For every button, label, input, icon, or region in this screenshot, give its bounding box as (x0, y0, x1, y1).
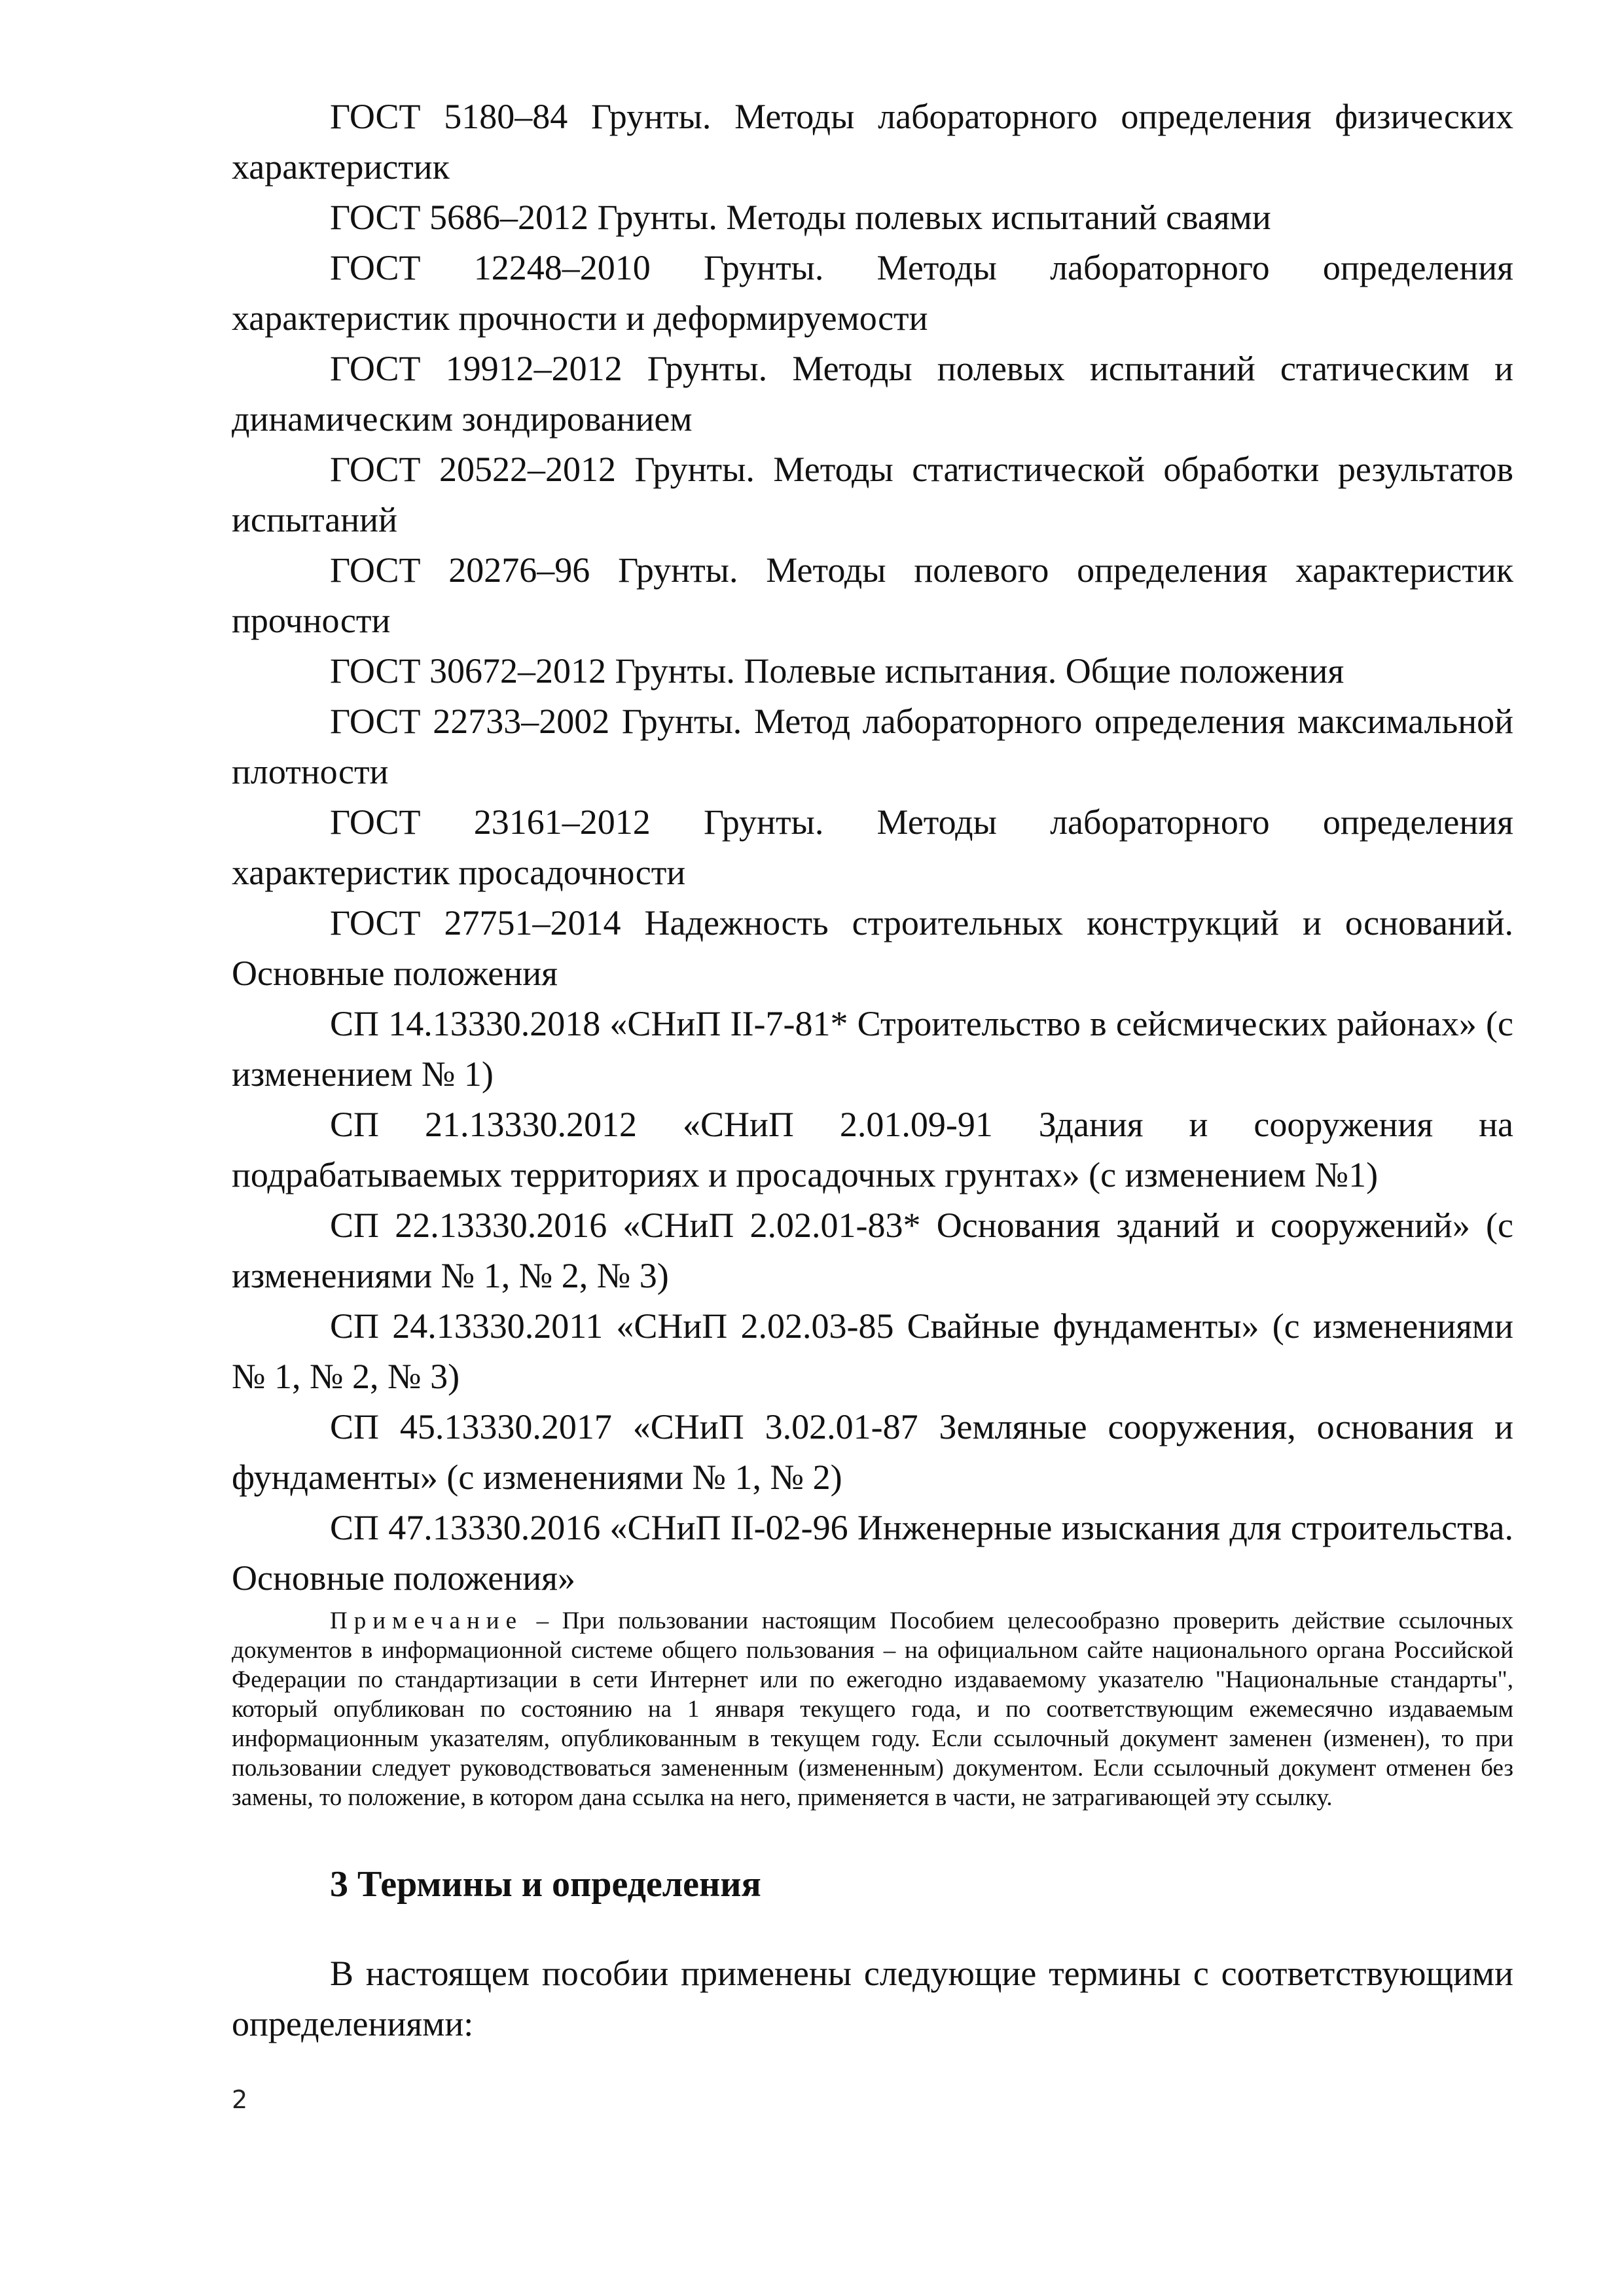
reference-item: ГОСТ 22733–2002 Грунты. Метод лабораторного определения максимальной плотности (232, 702, 1513, 791)
reference-item: СП 24.13330.2011 «СНиП 2.02.03-85 Свайные фундаменты» (с изменениями № 1, № 2, № 3) (232, 1306, 1513, 1396)
reference-item: ГОСТ 20522–2012 Грунты. Методы статистической обработки результатов испытаний (232, 450, 1513, 539)
reference-item: ГОСТ 12248–2010 Грунты. Методы лабораторного определения характеристик прочности и деформируемости (232, 248, 1513, 338)
reference-item: ГОСТ 30672–2012 Грунты. Полевые испытания. Общие положения (330, 651, 1344, 691)
section-intro-paragraph: В настоящем пособии применены следующие термины с соответствующими определениями: (232, 1954, 1513, 2043)
page-number: 2 (232, 2085, 248, 2114)
note-text: – При пользовании настоящим Пособием целесообразно проверить действие ссылочных документов в информационной системе общего пользования – на официальном сайте национального органа Российской Федерации по стандартизации в сети Интернет или по ежегодно издаваемому указателю "Национальные стандарты", который опубликован по состоянию на 1 января текущего года, и по соответствующим ежемесячно издаваемым информационным указателям, опубликованным в текущем году. Если ссылочный документ заменен (изменен), то при пользовании следует руководствоваться замененным (измененным) документом. Если ссылочный документ отменен без замены, то положение, в котором дана ссылка на него, применяется в части, не затрагивающей эту ссылку. (232, 1607, 1513, 1811)
reference-item: СП 22.13330.2016 «СНиП 2.02.01-83* Основания зданий и сооружений» (с изменениями № 1, № 2, № 3) (232, 1206, 1513, 1295)
reference-item: СП 45.13330.2017 «СНиП 3.02.01-87 Земляные сооружения, основания и фундаменты» (с изменениями № 1, № 2) (232, 1407, 1513, 1497)
page-content (232, 92, 1513, 2049)
reference-item: ГОСТ 5686–2012 Грунты. Методы полевых испытаний сваями (330, 198, 1271, 237)
section-heading: 3 Термины и определения (330, 1864, 761, 1905)
note-paragraph (232, 1606, 1513, 1812)
note-label: Примечание (330, 1607, 523, 1634)
reference-item: СП 14.13330.2018 «СНиП II-7-81* Строительство в сейсмических районах» (с изменением № 1) (232, 1004, 1513, 1094)
reference-item: ГОСТ 20276–96 Грунты. Методы полевого определения характеристик прочности (232, 550, 1513, 640)
normative-references-list (232, 92, 1513, 1604)
reference-item: ГОСТ 19912–2012 Грунты. Методы полевых испытаний статическим и динамическим зондированием (232, 349, 1513, 439)
reference-item: ГОСТ 5180–84 Грунты. Методы лабораторного определения физических характеристик (232, 97, 1513, 187)
reference-item: СП 21.13330.2012 «СНиП 2.01.09-91 Здания и сооружения на подрабатываемых территориях и просадочных грунтах» (с изменением №1) (232, 1105, 1513, 1194)
reference-item: ГОСТ 23161–2012 Грунты. Методы лабораторного определения характеристик просадочности (232, 802, 1513, 892)
reference-item: ГОСТ 27751–2014 Надежность строительных конструкций и оснований. Основные положения (232, 903, 1513, 993)
reference-item: СП 47.13330.2016 «СНиП II-02-96 Инженерные изыскания для строительства. Основные положения» (232, 1508, 1513, 1598)
